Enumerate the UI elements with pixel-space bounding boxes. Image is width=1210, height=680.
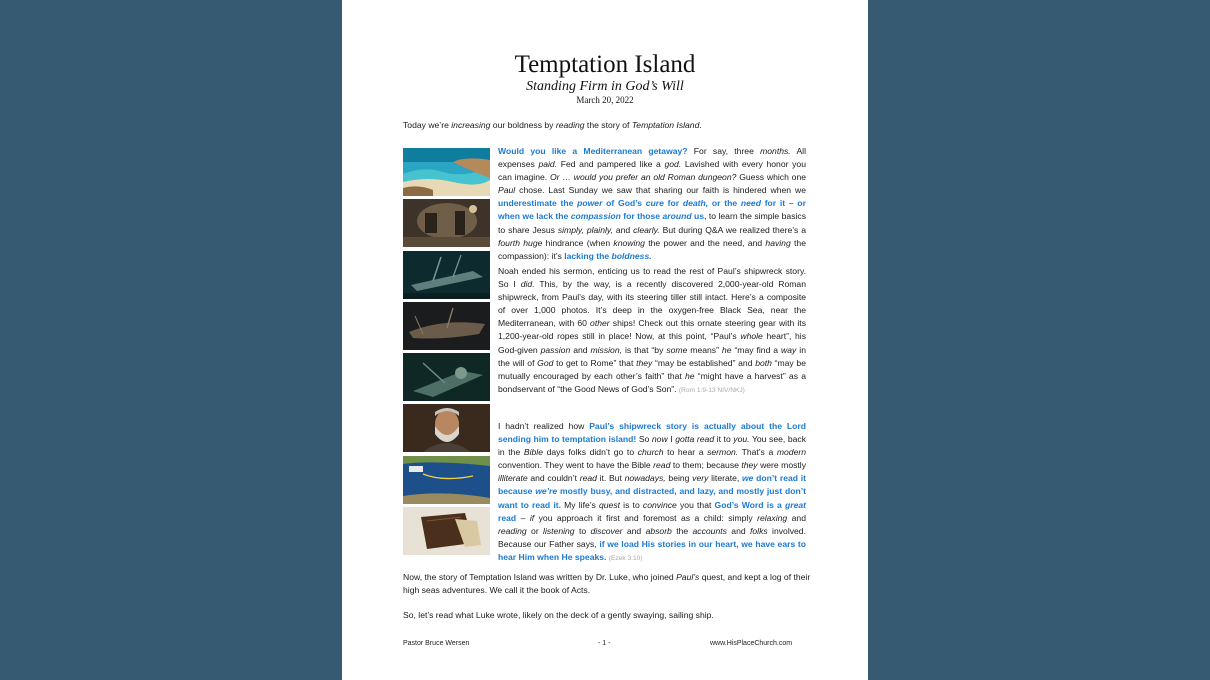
steering-gear-image [403, 353, 490, 401]
footer-website: www.HisPlaceChurch.com [710, 640, 793, 647]
shipwreck-image-1 [403, 251, 490, 299]
paul-portrait-image [403, 404, 490, 452]
shipwreck-composite-image [403, 302, 490, 350]
old-bible-image [403, 507, 490, 555]
document-subtitle: Standing Firm in God’s Will [526, 79, 684, 94]
document-date: March 20, 2022 [576, 95, 634, 105]
photo-column [403, 148, 490, 558]
intro-paragraph: Today we’re increasing our boldness by reading the story of Temptation Island. [403, 120, 702, 130]
document-page [342, 0, 868, 680]
paragraph-temptation: I hadn’t realized how Paul’s shipwreck story is actually about the Lord sending him to temptation island! So now I gotta read it to you. You see, back in the Bible days folks didn’t go to church to hear a sermon. That’s a modern convention. They went to have the Bible read to them; because they were mostly illiterate and couldn’t read it. But nowadays, being very literate, we don’t read it because we’re mostly busy, and distracted, and lazy, and mostly just don’t want to read it. My life’s quest is to convince you that God’s Word is a great read – if you approach it first and foremost as a child: simply relaxing and reading or listening to discover and absorb the accounts and folks involved. Because our Father says, if we load His stories in our heart, we have ears to hear Him when He speaks. (Ezek 3:10) [498, 421, 807, 562]
scripture-reference: (Ezek 3:10) [608, 554, 643, 562]
document-title: Temptation Island [514, 51, 696, 78]
paragraph-shipwreck: Noah ended his sermon, enticing us to read the rest of Paul’s shipwreck story. So I did. This, by the way, is a recently discovered 2,000-year-old Roman shipwreck, from Paul’s day, with its steering tiller still intact. Here’s a composite of over 1,000 photos. It’s deep in the oxygen-free Black Sea, near the Mediterranean, with 60 other ships! Check out this ornate steering gear with its 1,200-year-old ropes still in place! Now, at this point, “Paul’s whole heart”, his God-given passion and mission, is that “by some means” he “may find a way in the will of God to get to Rome” that they “may be established” and both “may be mutually encouraged by each other’s faith” that he “might have a harvest” as a bondservant of “the Good News of God’s Son”. (Rom 1:9-13 NIV/NKJ) [498, 266, 807, 394]
footer-author: Pastor Bruce Wersen [403, 640, 470, 647]
paragraph-read: So, let’s read what Luke wrote, likely on the deck of a gently swaying, sailing ship. [403, 610, 714, 620]
scripture-reference: (Rom 1:9-13 NIV/NKJ) [678, 386, 745, 394]
roman-dungeon-image [403, 199, 490, 247]
mediterranean-map-image [403, 456, 490, 504]
mediterranean-beach-image [403, 148, 490, 196]
paragraph-luke: Now, the story of Temptation Island was written by Dr. Luke, who joined Paul’s quest, and kept a log of their high seas adventures. We call it the book of Acts. [403, 572, 811, 596]
paragraph-getaway: Would you like a Mediterranean getaway? For say, three months. All expenses paid. Fed and pampered like a god. Lavished with every honor you can imagine. Or … would you prefer an old Roman dungeon? Guess which one Paul chose. Last Sunday we saw that sharing our faith is hindered when we underestimate the power of God’s cure for death, or the need for it – or when we lack the compassion for those around us, to learn the simple basics to share Jesus simply, plainly, and clearly. But during Q&A we realized there’s a fourth huge hindrance (when knowing the power and the need, and having the compassion): it’s lacking the boldness. [498, 146, 807, 261]
footer-page-number: - 1 - [598, 640, 611, 647]
